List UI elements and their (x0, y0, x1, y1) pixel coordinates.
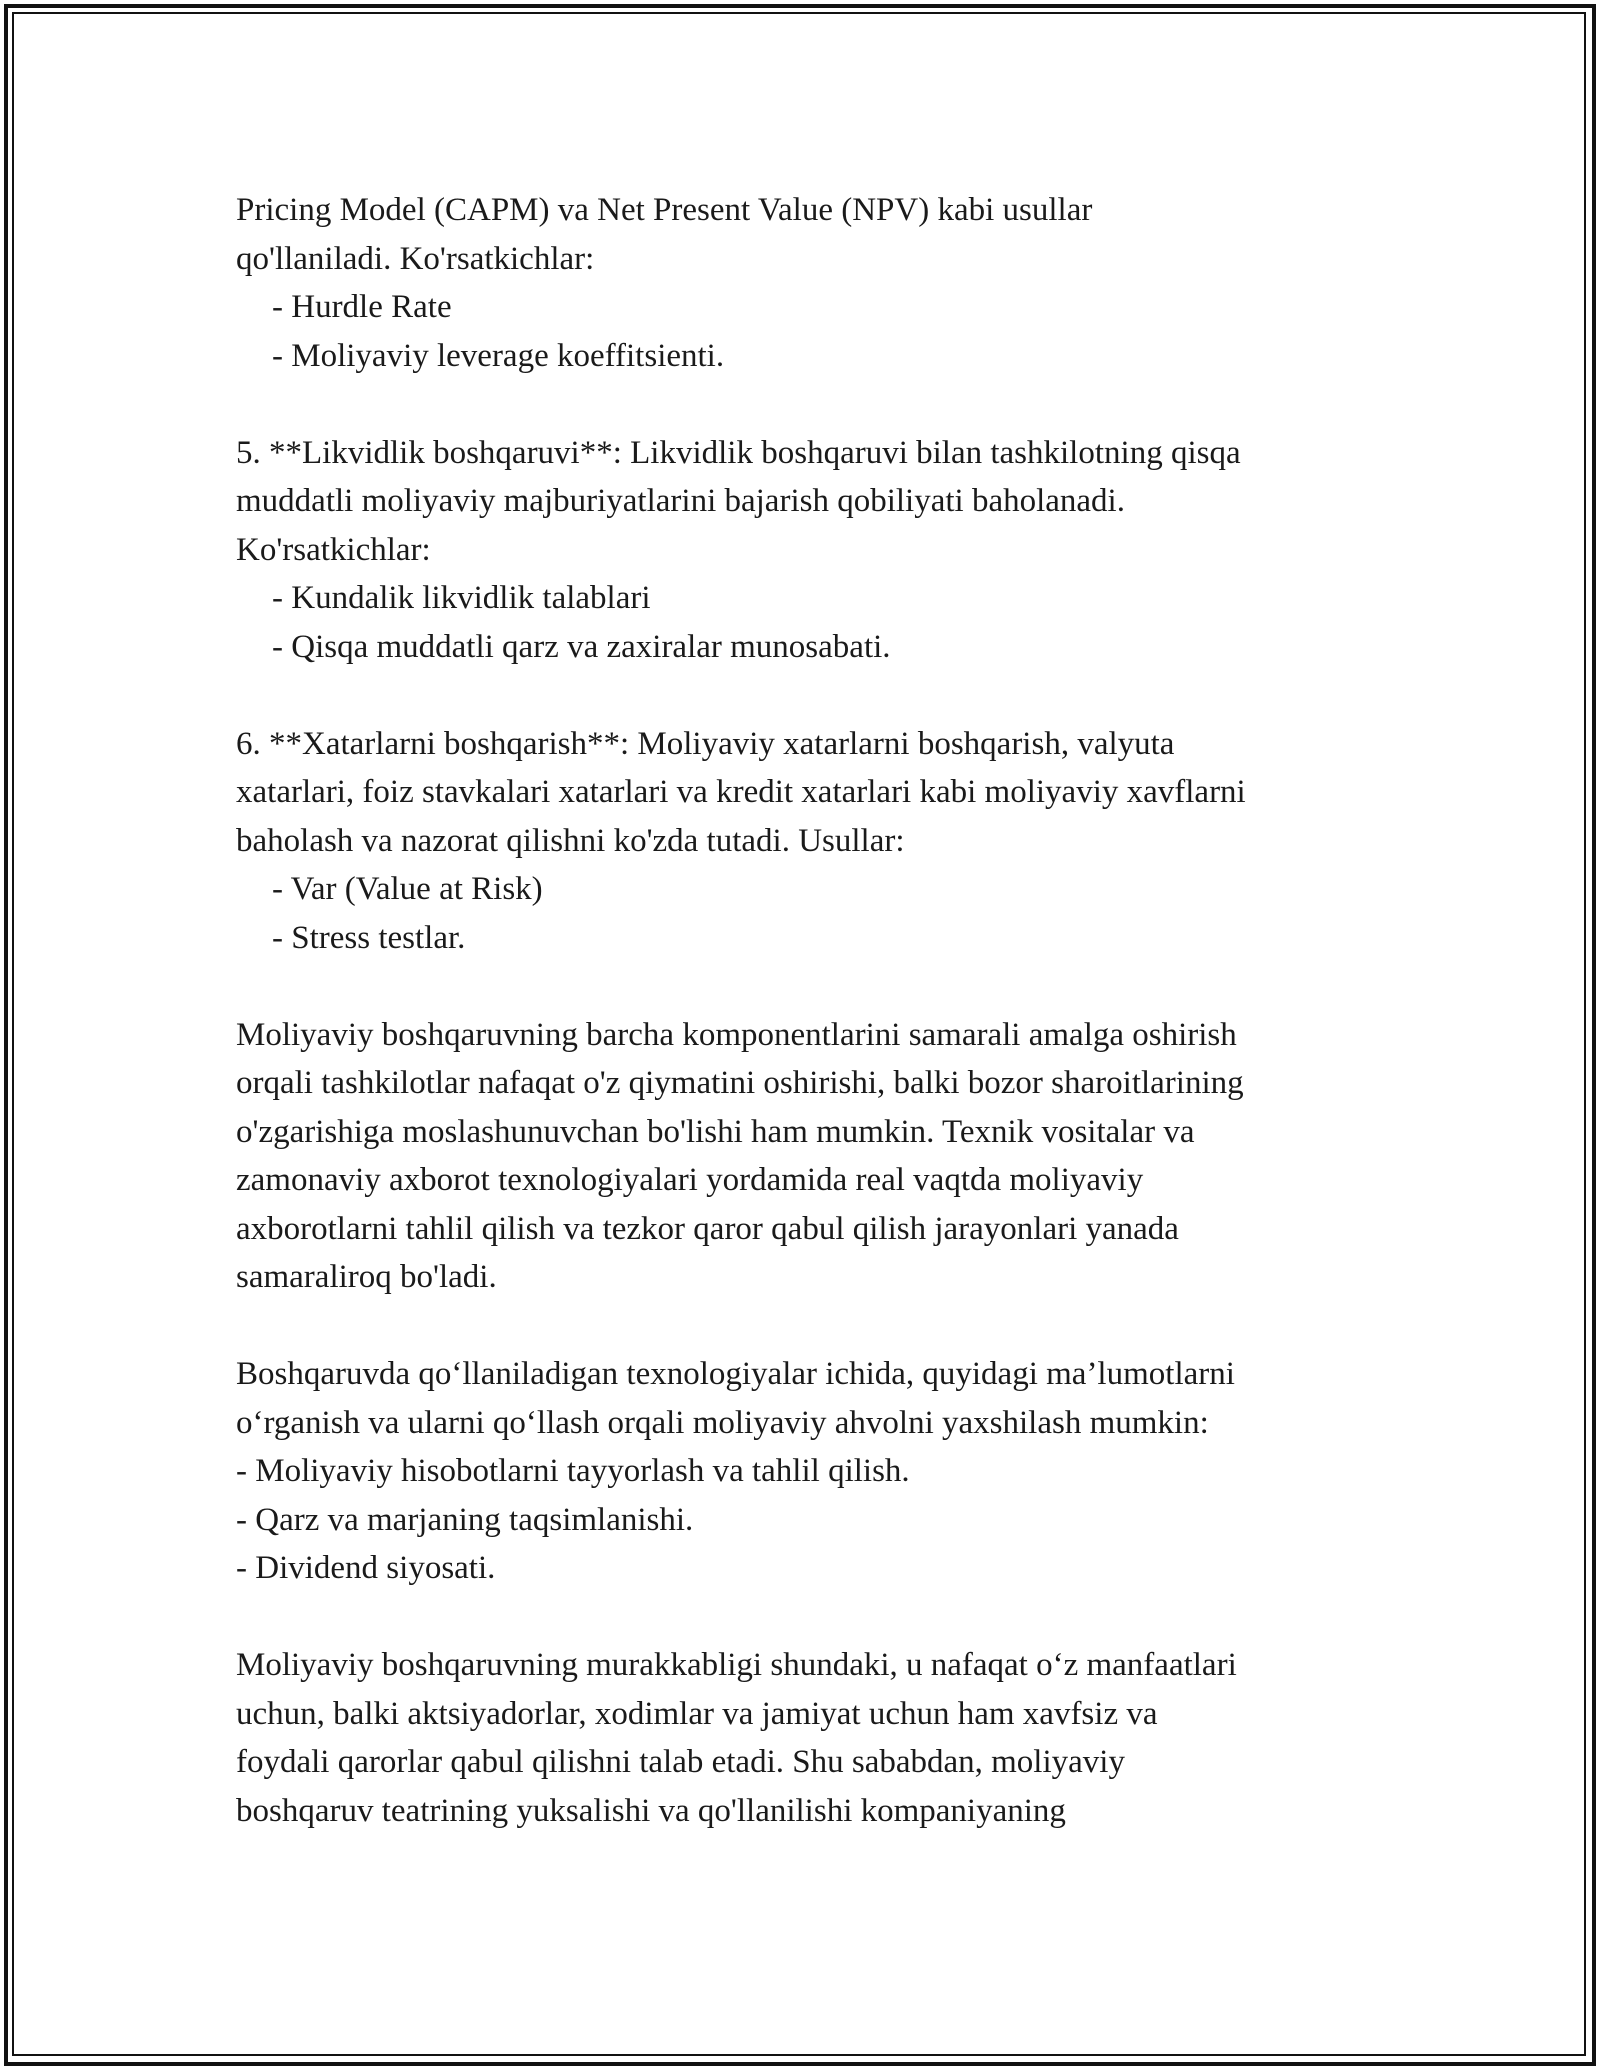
paragraph-gap (236, 671, 1376, 720)
text-line: qo'llaniladi. Ko'rsatkichlar: (236, 240, 595, 277)
text-line: boshqaruv teatrining yuksalishi va qo'llanilishi kompaniyaning (236, 1792, 1066, 1829)
paragraph-gap (236, 380, 1376, 429)
text-line: xatarlari, foiz stavkalari xatarlari va kredit xatarlari kabi moliyaviy xavflarni (236, 774, 1246, 810)
list-item: - Var (Value at Risk) (272, 871, 543, 907)
list-item: - Dividend siyosati. (236, 1550, 496, 1586)
paragraph-gap (236, 1593, 1376, 1642)
text-line: zamonaviy axborot texnologiyalari yordamida real vaqtda moliyaviy (236, 1162, 1144, 1198)
text-line: Boshqaruvda qo‘llaniladigan texnologiyalar ichida, quyidagi ma’lumotlarni (236, 1356, 1235, 1392)
document-body (236, 186, 1376, 1835)
paragraph-gap (236, 1302, 1376, 1351)
list-item: - Moliyaviy leverage koeffitsienti. (272, 337, 725, 374)
text-line: Moliyaviy boshqaruvning barcha komponentlarini samarali amalga oshirish (236, 1016, 1237, 1053)
text-line: o‘rganish va ularni qo‘llash orqali moliyaviy ahvolni yaxshilash mumkin: (236, 1404, 1209, 1441)
paragraph-risk (236, 720, 1376, 963)
text-line: axborotlarni tahlil qilish va tezkor qaror qabul qilish jarayonlari yanada (236, 1210, 1179, 1247)
list-item: - Qarz va marjaning taqsimlanishi. (236, 1501, 694, 1538)
text-line: muddatli moliyaviy majburiyatlarini bajarish qobiliyati baholanadi. (236, 483, 1125, 519)
text-line: Pricing Model (CAPM) va Net Present Value (NPV) kabi usullar (236, 192, 1093, 228)
text-line: o'zgarishiga moslashunuvchan bo'lishi ham mumkin. Texnik vositalar va (236, 1113, 1195, 1150)
text-line: 6. **Xatarlarni boshqarish**: Moliyaviy xatarlarni boshqarish, valyuta (236, 725, 1175, 762)
paragraph-complexity (236, 1641, 1376, 1835)
paragraph-capm (236, 186, 1376, 380)
text-line: orqali tashkilotlar nafaqat o'z qiymatini oshirishi, balki bozor sharoitlarining (236, 1065, 1244, 1101)
list-item: - Hurdle Rate (272, 289, 452, 325)
paragraph-gap (236, 962, 1376, 1011)
text-line: samaraliroq bo'ladi. (236, 1259, 497, 1295)
text-line: uchun, balki aktsiyadorlar, xodimlar va jamiyat uchun ham xavfsiz va (236, 1695, 1158, 1732)
list-item: - Qisqa muddatli qarz va zaxiralar munosabati. (272, 628, 891, 665)
text-line: Moliyaviy boshqaruvning murakkabligi shundaki, u nafaqat o‘z manfaatlari (236, 1647, 1237, 1683)
text-line: 5. **Likvidlik boshqaruvi**: Likvidlik boshqaruvi bilan tashkilotning qisqa (236, 434, 1241, 471)
list-item: - Stress testlar. (272, 919, 466, 956)
text-line: baholash va nazorat qilishni ko'zda tutadi. Usullar: (236, 822, 905, 859)
list-item: - Kundalik likvidlik talablari (272, 580, 651, 616)
paragraph-technologies (236, 1350, 1376, 1593)
paragraph-components (236, 1011, 1376, 1302)
text-line: foydali qarorlar qabul qilishni talab etadi. Shu sababdan, moliyaviy (236, 1744, 1125, 1780)
list-item: - Moliyaviy hisobotlarni tayyorlash va tahlil qilish. (236, 1453, 910, 1489)
text-line: Ko'rsatkichlar: (236, 531, 431, 568)
paragraph-liquidity (236, 429, 1376, 672)
